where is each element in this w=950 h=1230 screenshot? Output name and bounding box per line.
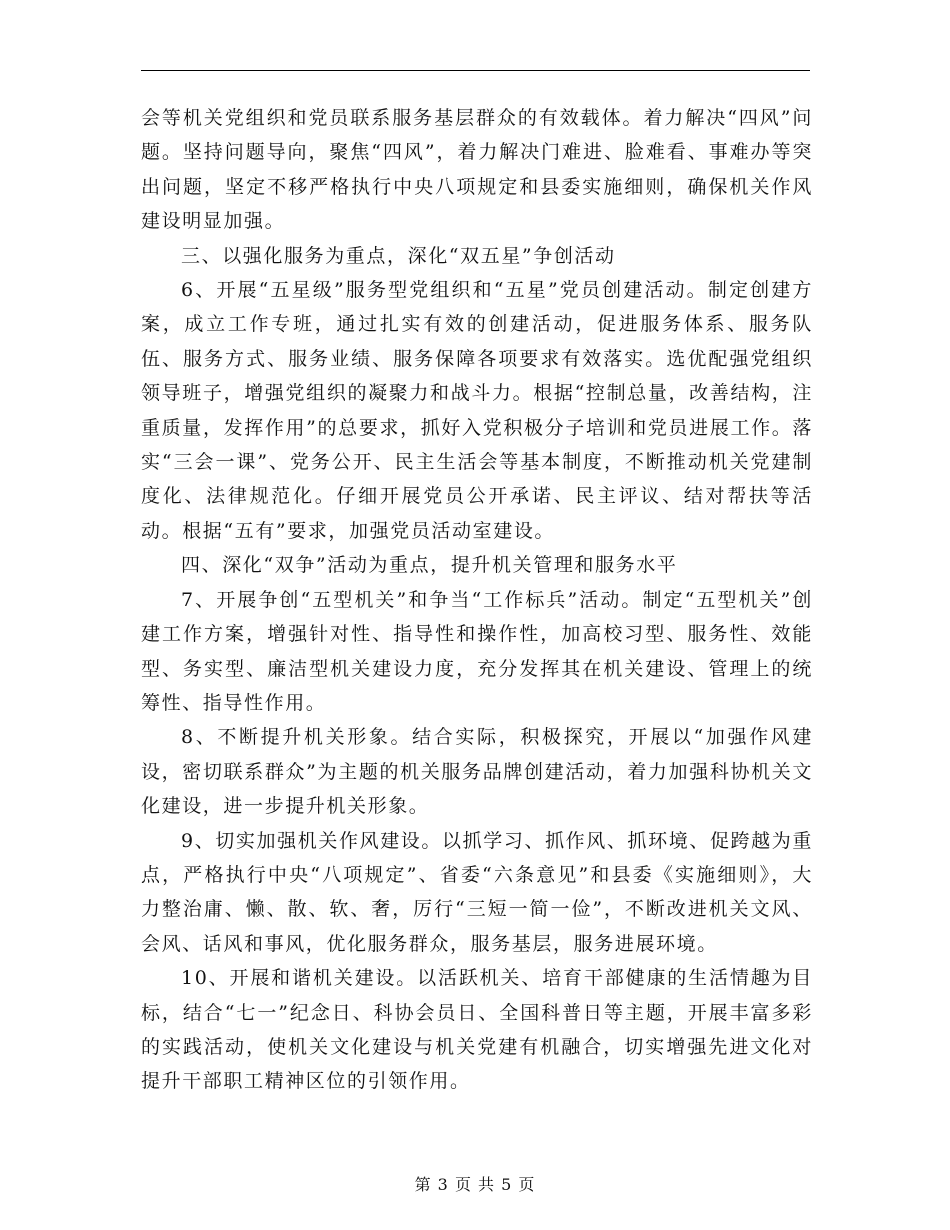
- paragraph-item-6: 6、开展“五星级”服务型党组织和“五星”党员创建活动。制定创建方案，成立工作专班，通过扎实有效的创建活动，促进服务体系、服务队伍、服务方式、服务业绩、服务保障各项要求有效落实。选优配强党组织领导班子，增强党组织的凝聚力和战斗力。根据“控制总量，改善结构，注重质量，发挥作用”的总要求，抓好入党积极分子培训和党员进展工作。落实“三会一课”、党务公开、民主生活会等基本制度，不断推动机关党建制度化、法律规范化。仔细开展党员公开承诺、民主评议、结对帮扶等活动。根据“五有”要求，加强党员活动室建设。: [141, 279, 813, 542]
- document-body: [141, 101, 813, 1099]
- paragraph-continuation: 会等机关党组织和党员联系服务基层群众的有效载体。着力解决“四风”问题。坚持问题导向，聚焦“四风”，着力解决门难进、脸难看、事难办等突出问题，坚定不移严格执行中央八项规定和县委实施细则，确保机关作风建设明显加强。: [141, 107, 813, 233]
- header-rule: [141, 70, 810, 71]
- paragraph-item-10: 10、开展和谐机关建设。以活跃机关、培育干部健康的生活情趣为目标，结合“七一”纪念日、科协会员日、全国科普日等主题，开展丰富多彩的实践活动，使机关文化建设与机关党建有机融合，切实增强先进文化对提升干部职工精神区位的引领作用。: [141, 967, 813, 1093]
- section-heading-3: 三、以强化服务为重点，深化“双五星”争创活动: [181, 244, 616, 267]
- page-footer: 第 3 页 共 5 页: [414, 1175, 536, 1194]
- paragraph-item-8: 8、不断提升机关形象。结合实际，积极探究，开展以“加强作风建设，密切联系群众”为主题的机关服务品牌创建活动，着力加强科协机关文化建设，进一步提升机关形象。: [141, 726, 813, 818]
- paragraph-item-7: 7、开展争创“五型机关”和争当“工作标兵”活动。制定“五型机关”创建工作方案，增强针对性、指导性和操作性，加高校习型、服务性、效能型、务实型、廉洁型机关建设力度，充分发挥其在机关建设、管理上的统筹性、指导性作用。: [141, 588, 813, 714]
- section-heading-4: 四、深化“双争”活动为重点，提升机关管理和服务水平: [181, 554, 678, 577]
- paragraph-item-9: 9、切实加强机关作风建设。以抓学习、抓作风、抓环境、促跨越为重点，严格执行中央“八项规定”、省委“六条意见”和县委《实施细则》，大力整治庸、懒、散、软、奢，厉行“三短一简一俭”，不断改进机关文风、会风、话风和事风，优化服务群众，服务基层，服务进展环境。: [141, 829, 813, 955]
